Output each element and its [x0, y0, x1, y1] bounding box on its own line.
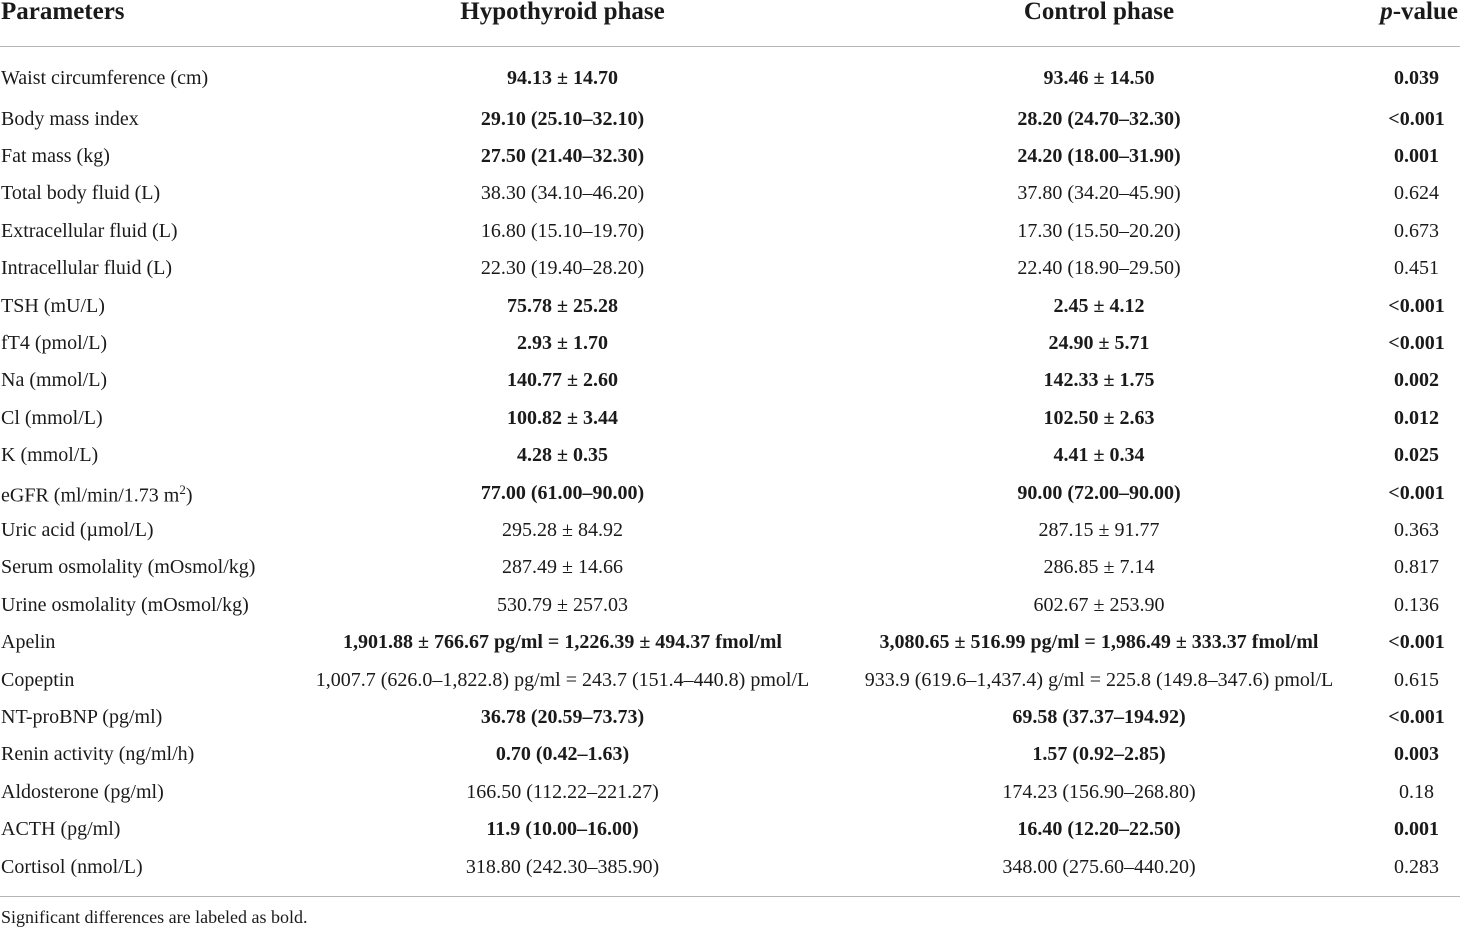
- cell-hypothyroid-value: 2.93 ± 1.70: [517, 332, 608, 355]
- cell-p-value: 0.624: [1394, 182, 1439, 205]
- cell-p-value: 0.001: [1394, 818, 1439, 841]
- cell-hypothyroid-value: 0.70 (0.42–1.63): [495, 743, 630, 766]
- parameter-label: Body mass index: [1, 107, 139, 130]
- table-row: [0, 437, 1460, 474]
- cell-control-value: 2.45 ± 4.12: [1053, 294, 1145, 317]
- cell-parameter: [0, 511, 300, 548]
- parameter-label: Fat mass (kg): [1, 145, 110, 168]
- cell-parameter: [0, 586, 300, 623]
- cell-hypothyroid-value: 166.50 (112.22–221.27): [466, 780, 659, 803]
- cell-p-value: 0.18: [1399, 780, 1434, 803]
- cell-control-value: 286.85 ± 7.14: [1043, 556, 1155, 579]
- table-row: [0, 511, 1460, 548]
- table-row: [0, 698, 1460, 735]
- cell-parameter: [0, 100, 300, 137]
- cell-control-value: 3,080.65 ± 516.99 pg/ml = 1,986.49 ± 333.37 fmol/ml: [879, 631, 1319, 654]
- cell-p-value: 0.012: [1394, 406, 1439, 429]
- cell-parameter: [0, 736, 300, 773]
- cell-parameter: [0, 47, 300, 101]
- parameter-label: Waist circumference (cm): [1, 66, 209, 89]
- table-row: [0, 810, 1460, 847]
- cell-control-value: 4.41 ± 0.34: [1053, 444, 1145, 467]
- cell-control-value: 933.9 (619.6–1,437.4) g/ml = 225.8 (149.8–347.6) pmol/L: [864, 668, 1334, 691]
- parameter-label: Urine osmolality (mOsmol/kg): [1, 593, 249, 616]
- table-row: [0, 362, 1460, 399]
- cell-p-value: 0.673: [1394, 219, 1439, 242]
- table-row: [0, 212, 1460, 249]
- cell-p-value: <0.001: [1388, 332, 1445, 355]
- cell-control-value: 1.57 (0.92–2.85): [1032, 743, 1166, 766]
- header-parameters: Parameters: [0, 0, 300, 47]
- cell-hypothyroid-value: 38.30 (34.10–46.20): [480, 182, 645, 205]
- table-row: [0, 623, 1460, 660]
- cell-hypothyroid-value: 4.28 ± 0.35: [517, 444, 608, 467]
- table-row: [0, 399, 1460, 436]
- cell-parameter: [0, 437, 300, 474]
- cell-p-value: <0.001: [1388, 294, 1445, 317]
- cell-p-value: 0.003: [1394, 743, 1439, 766]
- parameter-label: Apelin: [1, 631, 56, 654]
- parameter-label: Na (mmol/L): [1, 369, 108, 392]
- cell-hypothyroid-value: 530.79 ± 257.03: [497, 593, 628, 616]
- table-footnote: Significant differences are labeled as bold.: [1, 907, 308, 927]
- cell-control-value: 93.46 ± 14.50: [1043, 66, 1155, 89]
- cell-p-value: 0.039: [1394, 66, 1439, 89]
- table-row: [0, 773, 1460, 810]
- cell-p-value: 0.451: [1394, 257, 1439, 280]
- parameter-label: Cortisol (nmol/L): [1, 855, 143, 878]
- cell-hypothyroid-value: 22.30 (19.40–28.20): [480, 257, 645, 280]
- parameter-label: Cl (mmol/L): [1, 406, 103, 429]
- cell-parameter: [0, 623, 300, 660]
- cell-hypothyroid-value: 77.00 (61.00–90.00): [480, 481, 645, 504]
- parameter-label: eGFR (ml/min/1.73 m: [1, 484, 180, 507]
- cell-control-value: 69.58 (37.37–194.92): [1012, 705, 1186, 728]
- cell-p-value: 0.025: [1394, 444, 1439, 467]
- cell-hypothyroid-value: 16.80 (15.10–19.70): [480, 219, 645, 242]
- cell-hypothyroid-value: 295.28 ± 84.92: [502, 518, 623, 541]
- cell-hypothyroid-value: 36.78 (20.59–73.73): [480, 705, 645, 728]
- cell-p-value: 0.283: [1394, 855, 1439, 878]
- table-row: [0, 100, 1460, 137]
- parameter-label: TSH (mU/L): [1, 294, 105, 317]
- cell-p-value: 0.001: [1394, 145, 1439, 168]
- header-control-phase: Control phase: [825, 0, 1373, 47]
- cell-control-value: 174.23 (156.90–268.80): [1002, 780, 1196, 803]
- cell-parameter: [0, 661, 300, 698]
- parameter-label: Aldosterone (pg/ml): [1, 780, 164, 803]
- parameter-label: fT4 (pmol/L): [1, 332, 108, 355]
- cell-parameter: [0, 250, 300, 287]
- cell-parameter: [0, 137, 300, 174]
- header-hypothyroid-phase: Hypothyroid phase: [300, 0, 825, 47]
- parameter-label: Renin activity (ng/ml/h): [1, 743, 195, 766]
- cell-parameter: [0, 324, 300, 361]
- parameter-label-tail: ): [185, 484, 193, 507]
- table-row: [0, 586, 1460, 623]
- cell-hypothyroid-value: 318.80 (242.30–385.90): [465, 855, 660, 878]
- cell-control-value: 28.20 (24.70–32.30): [1017, 107, 1181, 130]
- cell-p-value: <0.001: [1388, 107, 1445, 130]
- table-row: [0, 137, 1460, 174]
- cell-hypothyroid-value: 287.49 ± 14.66: [502, 556, 623, 579]
- cell-parameter: [0, 474, 300, 511]
- cell-parameter: [0, 212, 300, 249]
- parameter-label: Extracellular fluid (L): [1, 219, 178, 242]
- cell-p-value: <0.001: [1388, 481, 1445, 504]
- parameter-superscript: 2: [179, 481, 186, 497]
- cell-parameter: [0, 549, 300, 586]
- table-row: [0, 848, 1460, 885]
- cell-control-value: 348.00 (275.60–440.20): [1002, 855, 1196, 878]
- cell-control-value: 287.15 ± 91.77: [1038, 518, 1160, 541]
- cell-control-value: 22.40 (18.90–29.50): [1017, 257, 1181, 280]
- cell-p-value: 0.817: [1394, 556, 1439, 579]
- cell-parameter: [0, 773, 300, 810]
- cell-control-value: 24.90 ± 5.71: [1048, 332, 1150, 355]
- cell-control-value: 16.40 (12.20–22.50): [1017, 818, 1181, 841]
- cell-parameter: [0, 287, 300, 324]
- cell-p-value: 0.002: [1394, 369, 1439, 392]
- parameter-label: Total body fluid (L): [1, 182, 161, 205]
- cell-control-value: 602.67 ± 253.90: [1033, 593, 1165, 616]
- cell-hypothyroid-value: 1,901.88 ± 766.67 pg/ml = 1,226.39 ± 494.37 fmol/ml: [343, 631, 782, 654]
- cell-hypothyroid-value: 94.13 ± 14.70: [507, 66, 618, 89]
- header-p-italic: p: [1380, 0, 1393, 25]
- cell-hypothyroid-value: 11.9 (10.00–16.00): [486, 818, 639, 841]
- parameter-label: Intracellular fluid (L): [1, 257, 173, 280]
- cell-hypothyroid-value: 29.10 (25.10–32.10): [480, 107, 645, 130]
- header-p-rest: -value: [1392, 0, 1458, 25]
- cell-p-value: <0.001: [1388, 705, 1445, 728]
- table-row: [0, 175, 1460, 212]
- cell-parameter: [0, 698, 300, 735]
- cell-hypothyroid-value: 140.77 ± 2.60: [507, 369, 618, 392]
- parameter-label: Copeptin: [1, 668, 75, 691]
- cell-hypothyroid-value: 1,007.7 (626.0–1,822.8) pg/ml = 243.7 (151.4–440.8) pmol/L: [315, 668, 810, 691]
- cell-control-value: 90.00 (72.00–90.00): [1017, 481, 1181, 504]
- table-row: [0, 324, 1460, 361]
- table-row: [0, 736, 1460, 773]
- parameter-label: ACTH (pg/ml): [1, 818, 121, 841]
- table-row: [0, 549, 1460, 586]
- cell-control-value: 102.50 ± 2.63: [1043, 406, 1155, 429]
- parameter-label: NT-proBNP (pg/ml): [1, 705, 163, 728]
- cell-hypothyroid-value: 100.82 ± 3.44: [507, 406, 618, 429]
- table-row: [0, 47, 1460, 101]
- parameter-label: Uric acid (µmol/L): [1, 518, 154, 541]
- table-row: [0, 287, 1460, 324]
- table-header: [0, 0, 1460, 47]
- cell-control-value: 24.20 (18.00–31.90): [1017, 145, 1181, 168]
- cell-parameter: [0, 810, 300, 847]
- parameter-label: Serum osmolality (mOsmol/kg): [1, 556, 256, 579]
- cell-parameter: [0, 175, 300, 212]
- parameter-label: K (mmol/L): [1, 444, 99, 467]
- table-bottom-rule: [0, 896, 1460, 897]
- cell-parameter: [0, 848, 300, 885]
- cell-control-value: 142.33 ± 1.75: [1043, 369, 1155, 392]
- cell-parameter: [0, 399, 300, 436]
- header-p-value: [1373, 0, 1460, 47]
- cell-hypothyroid-value: 75.78 ± 25.28: [507, 294, 618, 317]
- cell-hypothyroid-value: 27.50 (21.40–32.30): [480, 145, 645, 168]
- cell-control-value: 17.30 (15.50–20.20): [1017, 219, 1181, 242]
- table-row: [0, 250, 1460, 287]
- cell-p-value: 0.615: [1394, 668, 1439, 691]
- table-body: [0, 47, 1460, 886]
- cell-p-value: 0.363: [1394, 518, 1439, 541]
- table-row: [0, 661, 1460, 698]
- header-row: [0, 0, 1460, 47]
- cell-p-value: 0.136: [1394, 593, 1439, 616]
- cell-parameter: [0, 362, 300, 399]
- table-row: [0, 474, 1460, 511]
- cell-control-value: 37.80 (34.20–45.90): [1017, 182, 1181, 205]
- cell-p-value: <0.001: [1388, 631, 1445, 654]
